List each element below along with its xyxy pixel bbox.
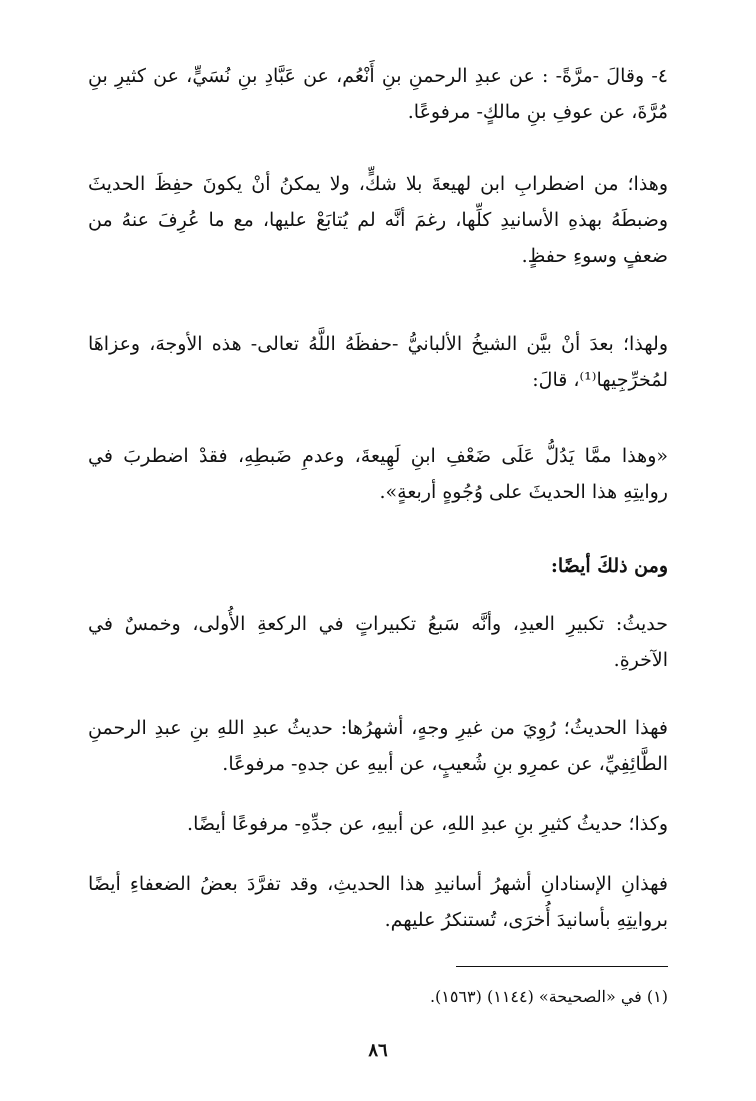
paragraph-7: وكذا؛ حديثُ كثيرِ بنِ عبدِ اللهِ، عن أبيهِ، عن جدِّهِ- مرفوعًا أيضًا. <box>187 813 668 835</box>
paragraph-5: حديثُ: تكبيرِ العيدِ، وأنَّه سَبعُ تكبيراتٍ في الركعةِ الأُولى، وخمسٌ في الآخرةِ. <box>88 613 668 671</box>
paragraph-8: فهذانِ الإسنادانِ أشهرُ أسانيدِ هذا الحديثِ، وقد تفرَّدَ بعضُ الضعفاءِ أيضًا بروايتِهِ بأسانيدَ أُخرَى، تُستنكرُ عليهم. <box>88 873 668 931</box>
paragraph-3: ولهذا؛ بعدَ أنْ بيَّن الشيخُ الألبانيُّ -حفظَهُ اللَّهُ تعالى- هذه الأوجهَ، وعزاهَا لمُخرِّجِيها⁽¹⁾، قالَ: <box>88 333 668 391</box>
quote-paragraph: «وهذا ممَّا يَدُلُّ عَلَى ضَعْفِ ابنِ لَهِيعةَ، وعدمِ ضَبطِهِ، فقدْ اضطربَ في روايتِهِ هذا الحديثَ على وُجُوهٍ أربعةٍ». <box>88 445 668 503</box>
paragraph-6: فهذا الحديثُ؛ رُوِيَ من غيرِ وجهٍ، أشهرُها: حديثُ عبدِ اللهِ بنِ عبدِ الرحمنِ الطَّائِفِيِّ، عن عمرِو بنِ شُعيبٍ، عن أبيهِ عن جدهِ- مرفوعًا. <box>88 717 668 775</box>
page-number: ٨٦ <box>368 1040 388 1061</box>
section-heading: ومن ذلكَ أيضًا: <box>550 555 668 577</box>
footnote: (١) في «الصحيحة» (١١٤٤) (١٥٦٣). <box>429 987 668 1006</box>
paragraph-2: وهذا؛ من اضطرابِ ابن لهيعةَ بلا شكٍّ، ولا يمكنُ أنْ يكونَ حفِظَ الحديثَ وضبطَهُ بهذهِ الأسانيدِ كلِّها، رغمَ أنَّه لم يُتابَعْ عليها، مع ما عُرِفَ عنهُ من ضعفٍ وسوءِ حفظٍ. <box>88 173 668 267</box>
paragraph-1: ٤- وقالَ -مرَّةً- : عن عبدِ الرحمنِ بنِ أَنْعُم، عن عَبَّادِ بنِ نُسَيٍّ، عن كثيرِ بنِ مُرَّةَ، عن عوفِ بنِ مالكٍ- مرفوعًا. <box>88 65 668 123</box>
footnote-divider <box>456 966 668 967</box>
